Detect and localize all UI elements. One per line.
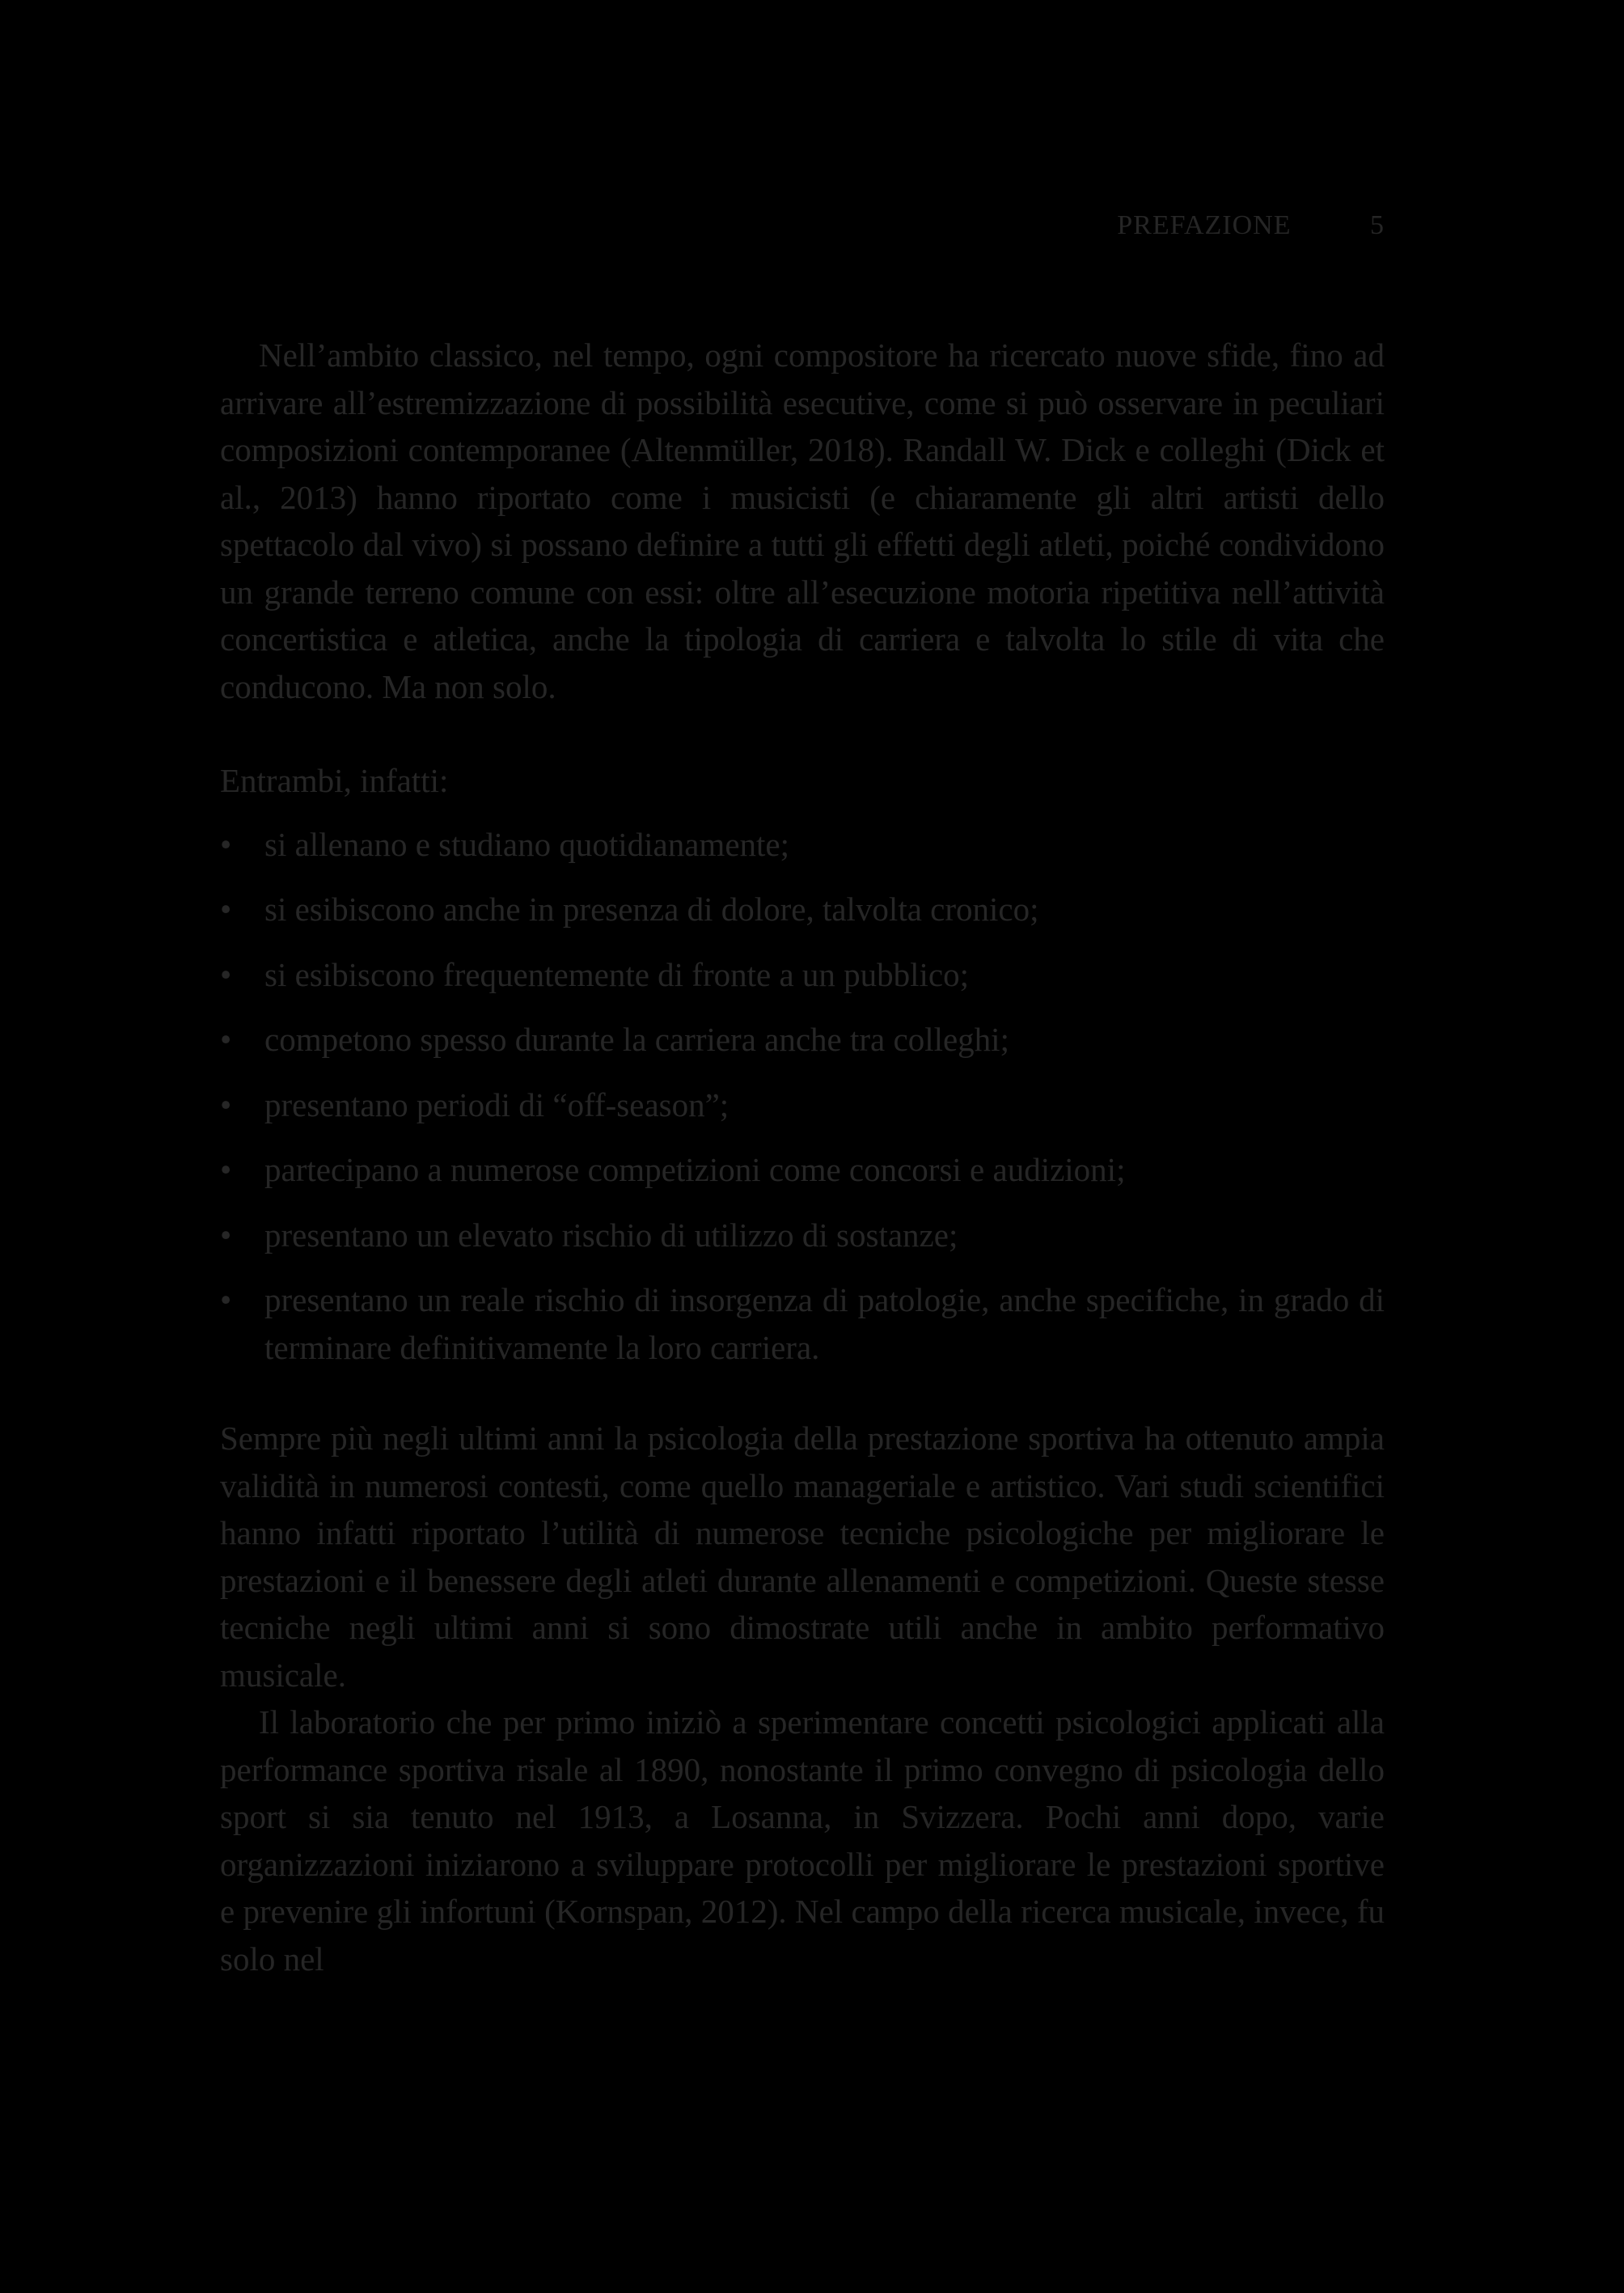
- paragraph-1: Nell’ambito classico, nel tempo, ogni compositore ha ricercato nuove sfide, fino ad arrivare all’estremizzazione di possibilità esecutive, come si può osservare in peculiari composizioni contemporanee (Altenmüller, 2018). Randall W. Dick e colleghi (Dick et al., 2013) hanno riportato come i musicisti (e chiaramente gli altri artisti dello spettacolo dal vivo) si possano definire a tutti gli effetti degli atleti, poiché condividono un grande terreno comune con essi: oltre all’esecuzione motoria ripetitiva nell’attività concertistica e atletica, anche la tipologia di carriera e talvolta lo stile di vita che conducono. Ma non solo.: [220, 336, 1385, 705]
- bullet-icon: •: [220, 1151, 232, 1188]
- running-header: [1117, 210, 1385, 241]
- book-page: [220, 0, 1385, 2293]
- list-item: [220, 886, 1385, 933]
- bullet-icon: •: [220, 1021, 232, 1058]
- bullet-icon: •: [220, 825, 232, 863]
- list-item: [220, 821, 1385, 869]
- list-item-text: si esibiscono anche in presenza di dolore, talvolta cronico;: [264, 891, 1039, 928]
- list-item-text: presentano un elevato rischio di utilizzo di sostanze;: [264, 1216, 958, 1254]
- bullet-icon: •: [220, 891, 232, 928]
- body-text: [220, 332, 1385, 1982]
- bullet-icon: •: [220, 955, 232, 993]
- list-item: [220, 1276, 1385, 1371]
- bullet-icon: •: [220, 1085, 232, 1123]
- list-item-text: presentano periodi di “off-season”;: [264, 1085, 730, 1123]
- paragraph-3: Sempre più negli ultimi anni la psicologia della prestazione sportiva ha ottenuto ampia validità in numerosi contesti, come quello manageriale e artistico. Vari studi scientifici hanno infatti riportato l’utilità di numerose tecniche psicologiche per migliorare le prestazioni e il benessere degli atleti durante allenamenti e competizioni. Queste stesse tecniche negli ultimi anni si sono dimostrate utili anche in ambito performativo musicale.: [220, 1419, 1385, 1694]
- list-item: [220, 1146, 1385, 1194]
- list-item-text: competono spesso durante la carriera anche tra colleghi;: [264, 1021, 1009, 1058]
- list-item: [220, 951, 1385, 999]
- list-item: [220, 1212, 1385, 1259]
- list-item-text: si esibiscono frequentemente di fronte a un pubblico;: [264, 955, 970, 993]
- header-title: PREFAZIONE: [1117, 210, 1292, 240]
- page-number: 5: [1370, 210, 1385, 240]
- bullet-icon: •: [220, 1216, 232, 1254]
- paragraph-2: Entrambi, infatti:: [220, 762, 449, 799]
- list-item: [220, 1016, 1385, 1064]
- list-item-text: partecipano a numerose competizioni come concorsi e audizioni;: [264, 1151, 1126, 1188]
- paragraph-4: Il laboratorio che per primo iniziò a sperimentare concetti psicologici applicati alla performance sportiva risale al 1890, nonostante il primo convegno di psicologia dello sport si sia tenuto nel 1913, a Losanna, in Svizzera. Pochi anni dopo, varie organizzazioni iniziarono a sviluppare protocolli per migliorare le prestazioni sportive e prevenire gli infortuni (Kornspan, 2012). Nel campo della ricerca musicale, invece, fu solo nel: [220, 1703, 1385, 1978]
- list-item: [220, 1081, 1385, 1129]
- list-item-text: presentano un reale rischio di insorgenza di patologie, anche specifiche, in grado di terminare definitivamente la loro carriera.: [264, 1281, 1385, 1366]
- bullet-list: [220, 821, 1385, 1372]
- bullet-icon: •: [220, 1281, 232, 1318]
- list-item-text: si allenano e studiano quotidianamente;: [264, 825, 789, 863]
